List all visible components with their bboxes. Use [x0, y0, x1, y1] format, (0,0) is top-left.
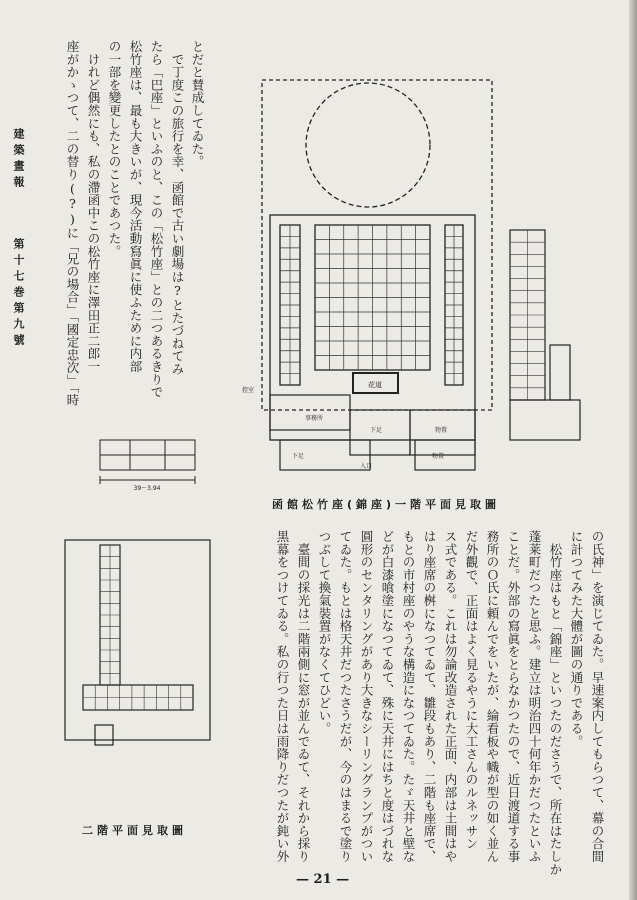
side-section-drawing [505, 220, 595, 460]
text-line: の一部を變更したとのことであつた。 [107, 40, 122, 258]
text-line: で丁度この旅行を幸、函館で古い劇場は?とたづねてみ [170, 40, 185, 376]
plan-label-room: 控室 [242, 387, 255, 394]
text-line: とだと賛成してゐた。 [190, 40, 205, 168]
text-line: 松竹座は、最も大きいが、現今活動寫眞に使ふために内部 [128, 40, 143, 373]
page-edge [629, 0, 637, 900]
second-floor-plan [55, 535, 215, 795]
text-line: ス式である。これは勿論改造された正面、内部は土間はや [443, 530, 458, 863]
text-line: 臺間の採光は二階兩側に窓が並んでゐて、それから採り [296, 530, 311, 863]
running-head-issue: 第十七巻第九號 [12, 238, 25, 350]
plan-label-mid-left: 事務所 [305, 415, 324, 422]
section-sketch [90, 420, 240, 490]
plan-label-entrance: 入口 [360, 463, 373, 470]
plan-label-lower-right: 物置 [432, 453, 445, 460]
text-line: 座がかゝつて、二の替り(?)に「兄の場合」「國定忠次」「時 [65, 40, 80, 407]
text-line: ことだ。外部の寫眞をとらなかつたので、近日渡道する事 [506, 530, 521, 863]
text-line: けれど偶然にも、私の滯函中この松竹座に澤田正二郎一 [86, 40, 101, 373]
text-line: 黒幕をつけてゐる。私の行つた日は雨降りだつたが鈍い外 [275, 530, 290, 863]
text-line: 務所のＯ氏に頼んでをいたが、綸看板や幟が型の如く並ん [485, 530, 500, 863]
running-head-journal: 建築畫報 [12, 128, 25, 192]
first-floor-plan [220, 40, 510, 490]
plan2-caption: 二階平面見取圖 [82, 824, 187, 837]
text-line: 蓬莱町だつたと思ふ。建立は明治四十何年かだつたといふ [527, 530, 542, 863]
text-line: の氏神」を演じてゐた。早速案内してもらつて、幕の合間 [590, 530, 605, 863]
plan-label-lower-left: 下足 [292, 453, 305, 460]
text-line: 圓形のセンタリングがあり大きなシーリングランプがつい [359, 530, 374, 863]
stage-label: 花道 [368, 381, 382, 389]
text-line: てゐた。もとは格天井だつたさうだが、今のはまるで塗り [338, 530, 353, 863]
plan-label-mid-right: 物置 [435, 427, 448, 434]
text-line: どが白漆喰塗になつてゐて、殊に天井にはちと度はづれな [380, 530, 395, 863]
page-number: — 21 — [296, 872, 350, 887]
text-line: はり座席の桝になつてゐて、雛段もあり、二階も座席で、 [422, 530, 437, 863]
text-line: つぶして換氣裝置がなくてひどい。 [317, 530, 332, 735]
text-line: 松竹座はもと「錦座」といつたのださうで、所在はたしか [548, 530, 563, 876]
section-width-label: 39～3.94 [133, 485, 161, 490]
text-line: もとの市村座のやうな構造になつてゐた。たゞ天井と壁な [401, 530, 416, 863]
text-line: に計つてみた大體が圖の通りである。 [569, 530, 584, 748]
text-line: たら「巴座」といふのと、この「松竹座」との二つあるきりで [149, 40, 164, 399]
plan-label-mid-center: 下足 [370, 427, 383, 434]
plan1-caption: 函館松竹座(錦座)一階平面見取圖 [272, 498, 501, 511]
text-line: だ外觀で、正面はよく見るやうに大工さんのルネッサン [464, 530, 479, 850]
